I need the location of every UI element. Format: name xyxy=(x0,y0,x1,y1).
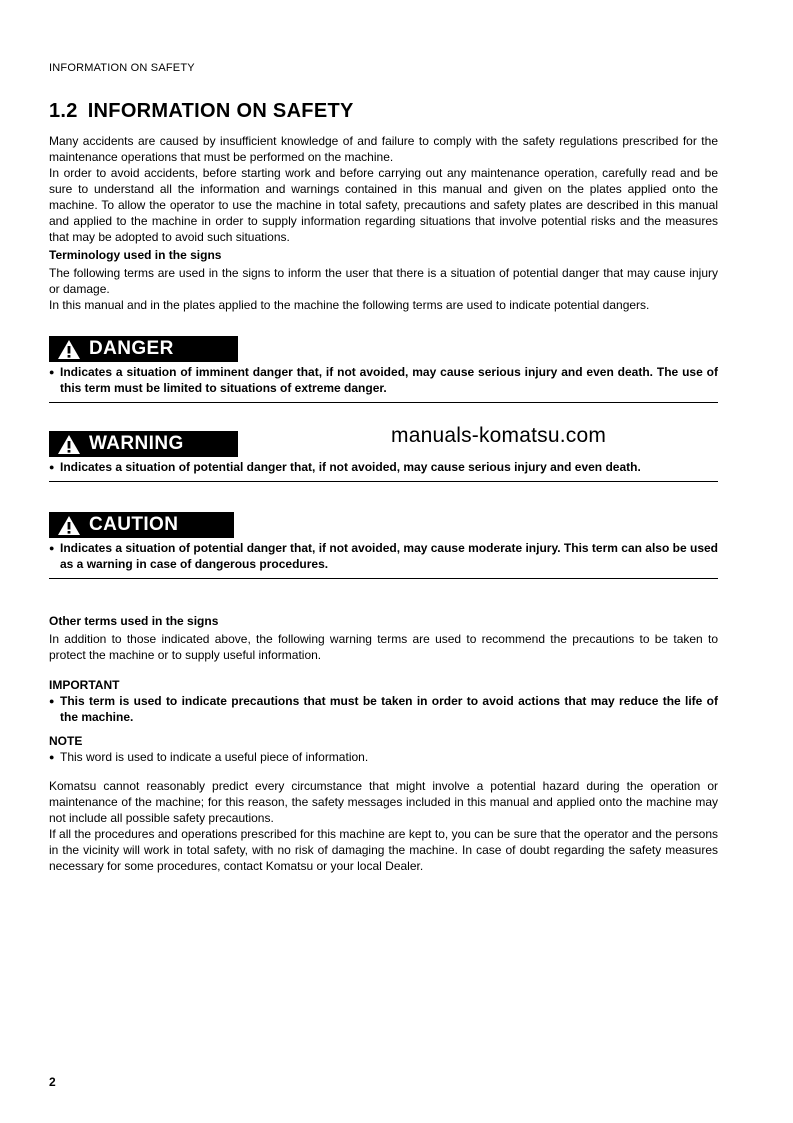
other-terms-heading: Other terms used in the signs xyxy=(49,614,219,628)
watermark: manuals-komatsu.com xyxy=(391,424,607,447)
warning-signal xyxy=(49,431,718,482)
running-header: INFORMATION ON SAFETY xyxy=(49,62,195,74)
danger-signal xyxy=(49,336,718,403)
other-terms-block xyxy=(49,613,718,874)
note-label: NOTE xyxy=(49,734,83,748)
closing-paragraph-1: Komatsu cannot reasonably predict every circumstance that might involve a potential hazard during the operation or maintenance of the machine; for this reason, the safety messages included in this manual and applied onto the machine may not include all possible safety precautions. xyxy=(49,779,718,825)
section-title-text: INFORMATION ON SAFETY xyxy=(87,100,354,122)
warning-text: Indicates a situation of potential danger that, if not avoided, may cause serious injury and even death. xyxy=(60,460,641,474)
important-label: IMPORTANT xyxy=(49,678,120,692)
important-description xyxy=(49,693,718,725)
important-text: This term is used to indicate precautions that must be taken in order to avoid actions that may reduce the life of the machine. xyxy=(60,694,718,724)
danger-divider xyxy=(49,402,718,403)
bullet-icon: ● xyxy=(49,752,55,762)
terminology-heading: Terminology used in the signs xyxy=(49,248,222,262)
bullet-icon: ● xyxy=(49,543,55,553)
caution-divider xyxy=(49,578,718,579)
bullet-icon: ● xyxy=(49,462,55,472)
section-title xyxy=(49,100,354,123)
warning-divider xyxy=(49,481,718,482)
caution-description xyxy=(49,540,718,572)
terminology-paragraph-2: In this manual and in the plates applied to the machine the following terms are used to indicate potential dangers. xyxy=(49,298,650,312)
intro-paragraph-1: Many accidents are caused by insufficient knowledge of and failure to comply with the safety regulations prescribed for the maintenance operations that must be performed on the machine. xyxy=(49,134,718,164)
other-terms-paragraph: In addition to those indicated above, the following warning terms are used to recommend the precautions to be taken to protect the machine or to supply useful information. xyxy=(49,632,718,662)
note-description xyxy=(49,749,718,765)
warning-triangle-icon xyxy=(57,434,81,455)
warning-label-box xyxy=(49,431,238,457)
intro-paragraph-2: In order to avoid accidents, before starting work and before carrying out any maintenance operation, carefully read and be sure to understand all the information and warnings contained in this manual and given on the plates applied onto the machine. To allow the operator to use the machine in total safety, precautions and safety plates are described in this manual and applied to the machine in order to supply information regarding situations that involve potential risks and the measures that may be adopted to avoid such situations. xyxy=(49,166,718,244)
closing-paragraph-2: If all the procedures and operations prescribed for this machine are kept to, you can be sure that the operator and the persons in the vicinity will work in total safety, with no risk of damaging the machine. In case of doubt regarding the safety measures necessary for some procedures, contact Komatsu or your local Dealer. xyxy=(49,827,718,873)
warning-description xyxy=(49,459,718,475)
caution-signal xyxy=(49,512,718,579)
danger-label-box xyxy=(49,336,238,362)
bullet-icon: ● xyxy=(49,696,55,706)
warning-triangle-icon xyxy=(57,339,81,360)
bullet-icon: ● xyxy=(49,367,55,377)
note-text: This word is used to indicate a useful piece of information. xyxy=(60,750,369,764)
danger-text: Indicates a situation of imminent danger that, if not avoided, may cause serious injury and even death. The use of this term must be limited to situations of extreme danger. xyxy=(60,365,718,395)
danger-word: DANGER xyxy=(89,338,174,359)
section-number: 1.2 xyxy=(49,100,78,122)
warning-triangle-icon xyxy=(57,515,81,536)
terminology-paragraph-1: The following terms are used in the signs to inform the user that there is a situation of potential danger that may cause injury or damage. xyxy=(49,266,718,296)
danger-description xyxy=(49,364,718,396)
caution-word: CAUTION xyxy=(89,514,179,535)
intro-block xyxy=(49,133,718,313)
caution-text: Indicates a situation of potential danger that, if not avoided, may cause moderate injury. This term can also be used as a warning in case of dangerous procedures. xyxy=(60,541,718,571)
page-number: 2 xyxy=(49,1075,56,1089)
warning-word: WARNING xyxy=(89,433,184,454)
caution-label-box xyxy=(49,512,234,538)
